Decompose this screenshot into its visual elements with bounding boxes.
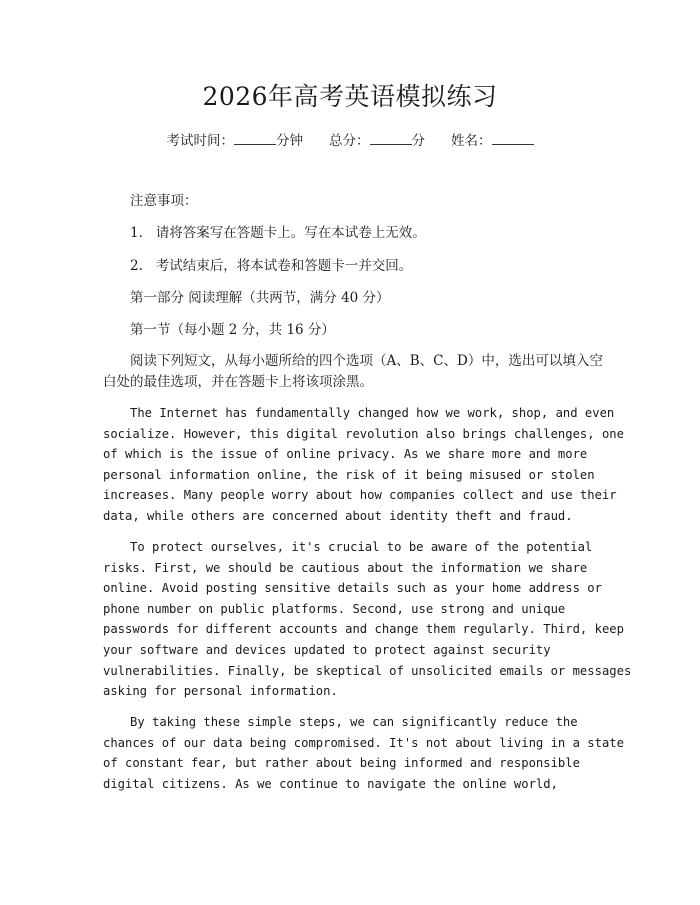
passage-line: By taking these simple steps, we can significantly reduce the [130, 715, 578, 729]
time-label: 考试时间： [166, 133, 234, 149]
passage-line: vulnerabilities. Finally, be skeptical of unsolicited emails or messages [103, 663, 632, 678]
passage-line: socialize. However, this digital revolution also brings challenges, one [103, 426, 624, 441]
passage-paragraph-1 [103, 403, 624, 527]
notice-heading: 注意事项： [130, 193, 198, 209]
passage-line: personal information online, the risk of it being misused or stolen [103, 467, 595, 482]
score-label: 总分： [329, 133, 370, 149]
passage-line: online. Avoid posting sensitive details such as your home address or [103, 581, 602, 596]
time-blank [234, 130, 276, 145]
passage-paragraph-2 [103, 537, 632, 702]
instruction-paragraph [103, 351, 623, 392]
passage-line: To protect ourselves, it's crucial to be aware of the potential [130, 540, 593, 554]
section-heading: 第一节（每小题 2 分，共 16 分） [130, 322, 335, 338]
passage-line: risks. First, we should be cautious about the information we share [103, 560, 588, 575]
passage-line: your software and devices updated to protect against security [103, 642, 551, 657]
part-heading: 第一部分 阅读理解（共两节，满分 40 分） [130, 290, 390, 306]
notice-item: 2. 考试结束后，将本试卷和答题卡一并交回。 [130, 258, 413, 274]
instruction-line: 阅读下列短文，从每小题所给的四个选项（A、B、C、D）中，选出可以填入空 [130, 353, 603, 369]
exam-info-line [0, 130, 700, 151]
time-unit: 分钟 [276, 133, 303, 149]
instruction-line: 白处的最佳选项，并在答题卡上将该项涂黑。 [103, 373, 373, 390]
passage-line: passwords for different accounts and change them regularly. Third, keep [103, 622, 624, 637]
passage-line: The Internet has fundamentally changed how we work, shop, and even [130, 406, 615, 420]
passage-line: increases. Many people worry about how companies collect and use their [103, 488, 617, 503]
page-title: 2026年高考英语模拟练习 [202, 82, 498, 111]
score-blank [370, 130, 412, 145]
name-label: 姓名： [451, 133, 492, 149]
notice-item: 1. 请将答案写在答题卡上。写在本试卷上无效。 [130, 225, 426, 241]
passage-line: of constant fear, but rather about being informed and responsible [103, 756, 580, 771]
passage-line: chances of our data being compromised. It's not about living in a state [103, 735, 624, 750]
passage-paragraph-3 [103, 712, 624, 794]
name-blank [492, 130, 534, 145]
passage-line: of which is the issue of online privacy. As we share more and more [103, 447, 588, 462]
passage-line: asking for personal information. [103, 684, 338, 699]
passage-line: digital citizens. As we continue to navigate the online world, [103, 776, 558, 791]
passage-line: phone number on public platforms. Second, use strong and unique [103, 601, 566, 616]
passage-line: data, while others are concerned about identity theft and fraud. [103, 508, 573, 523]
score-unit: 分 [411, 133, 425, 149]
